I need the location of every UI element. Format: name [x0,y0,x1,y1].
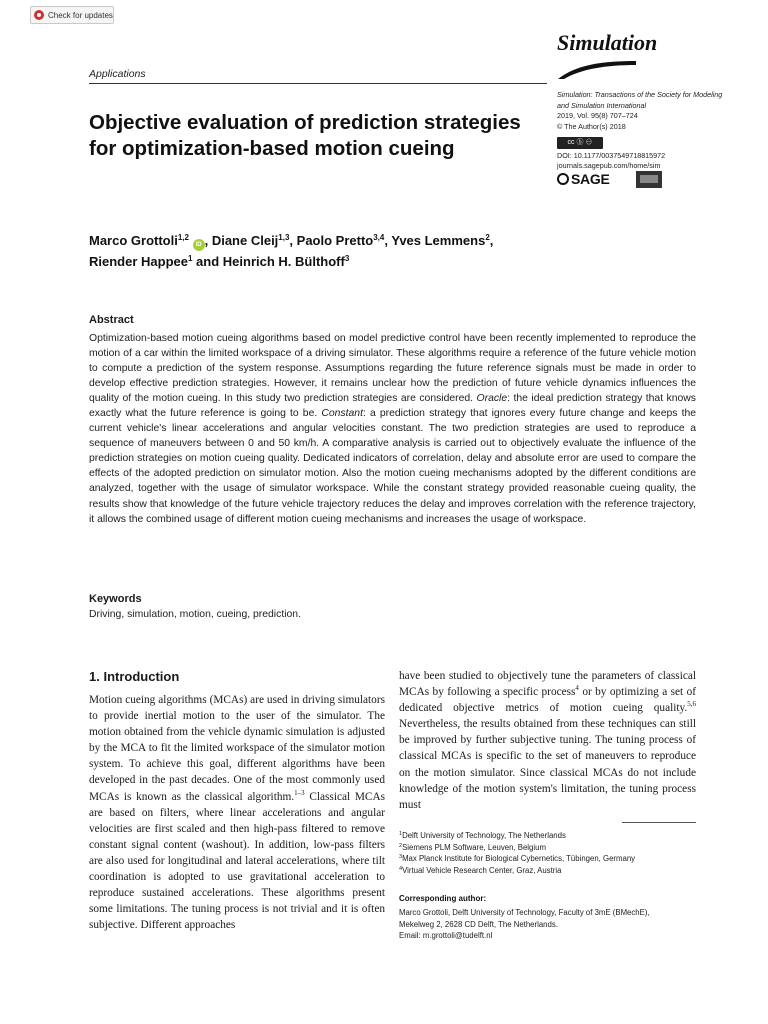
doi-block [557,151,737,171]
introduction-heading: 1. Introduction [89,669,180,684]
citation-link[interactable]: 4 [575,684,579,693]
journal-volume: 2019, Vol. 95(8) 707–724 [557,111,638,120]
article-title: Objective evaluation of prediction strategies for optimization-based motion cueing [89,111,521,160]
author-affiliation: 3 [344,254,350,263]
constant-term: Constant [321,408,363,420]
author-email-link[interactable]: Email: m.grottoli@tudelft.nl [399,931,493,941]
footnote-rule [622,822,696,823]
affiliation-item: $^3$Max Planck Institute for Biological Cybernetics, Tübingen, Germany [399,854,636,864]
section-label: Applications [89,68,146,80]
keywords-heading: Keywords [89,593,142,605]
affiliations [399,830,699,876]
check-for-updates-label: Check for updates [48,10,113,20]
journal-url[interactable]: journals.sagepub.com/home/sim [557,161,661,170]
author-affiliation: 2 [485,233,490,242]
journal-name: Simulation [557,30,658,55]
author-name[interactable]: Marco Grottoli [89,233,178,248]
author-affiliation: 1 [187,254,193,263]
introduction-right-column: have been studied to objectively tune the parameters of classical MCAs by following a specific process$^4$ or by optimizing a set of dedicated objective metrics of motion cueing quality.$^{5,6}$ Nevertheless, the results obtained from these techniques can still be improved by further subjective tuning. The tuning process of classical MCAs is specific to the set of maneuvers to reproduce on the motion simulator. Since classical MCAs do not include knowledge of the motion system's limitation, the tuning process must [399,670,696,811]
author-affiliation: 1,3 [278,233,290,242]
society-seal-icon [636,171,662,188]
update-icon [34,10,44,20]
corresponding-author-details: Marco Grottoli, Delft University of Technology, Faculty of 3mE (BMechE), Mekelweg 2, 2628 CD Delft, The Netherlands. Email: m.grottoli@tudelft.nl [399,907,699,942]
author-name[interactable]: Paolo Pretto [296,233,374,248]
copyright: © The Author(s) 2018 [557,121,626,131]
affiliation-item: $^1$Delft University of Technology, The Netherlands [399,831,566,840]
author-name[interactable]: Diane Cleij [211,233,279,248]
oracle-term: Oracle [476,393,508,405]
introduction-left-column: Motion cueing algorithms (MCAs) are used in driving simulators to provide inertial motion to the user of the simulator. The motion obtained from the vehicle dynamic simulation is adjusted by the MCA to fit the limited workspace of the simulator motion system. To achieve this goal, different algorithms have been developed in the past decades. One of the most commonly used MCAs is known as the classical algorithm.$^{1-3}$ Classical MCAs are based on filters, where linear accelerations and angular velocities are first scaled and then high-pass filtered to remove constant signal content (washout). In addition, low-pass filters are also used for longitudinal and lateral accelerations, where tilt coordination is adopted to use gravitational acceleration to reproduce sustained accelerations. These algorithms present some limitations. The tuning process is not trivial and it is often subjective. Different approaches [89,694,385,932]
author-affiliation: 1,2 [177,233,189,242]
orcid-icon[interactable]: iD [193,239,205,251]
author-affiliation: 3,4 [373,233,385,242]
sage-logo: SAGE [557,171,609,187]
affiliation-item: $^4$Virtual Vehicle Research Center, Graz, Austria [399,865,562,875]
corresponding-author-heading: Corresponding author: [399,894,487,903]
author-list: Marco Grottoli$^{1,2}$ iD , Diane Cleij$^{1,3}$, Paolo Pretto$^{3,4}$, Yves Lemmens$^2$, Riender Happee$^1$ and Heinrich H. Bülthoff$^3$ [89,233,494,269]
author-name[interactable]: Riender Happee [89,254,188,269]
author-name[interactable]: Yves Lemmens [391,233,486,248]
journal-full-name: Simulation: Transactions of the Society for Modeling and Simulation International [557,90,723,110]
affiliation-item: $^2$Siemens PLM Software, Leuven, Belgium [399,842,546,852]
abstract-text: Optimization-based motion cueing algorithms based on model predictive control have been recently implemented to reproduce the motion of a car within the limited workspace of a driving simulator. These algorithms require a reference of the future vehicle motion to compute a prediction of the system response. Assumptions regarding the future reference signals must be made in order to develop effective prediction strategies. However, it remains unclear how the prediction of future vehicle dynamics influences the quality of the motion cueing. In this study two prediction strategies are considered. Oracle: the ideal prediction strategy that knows exactly what the future reference is going to be. Constant: a prediction strategy that ignores every future change and keeps the current vehicle's linear accelerations and angular velocities constant. The two prediction strategies are used to reproduce a sequence of maneuvers between 0 and 50 km/h. A comparative analysis is carried out to objectively evaluate the influence of the prediction strategies on motion cueing quality. Dedicated indicators of correlation, delay and absolute error are used to compare the effects of the adopted prediction on simulator motion. Also the motion cueing mechanisms adopted by the different conditions are analyzed, together with the usage of simulator workspace. While the constant strategy provided reasonable cueing quality, the results show that knowledge of the future vehicle trajectory reduces the delay and improves correlation with the reference trajectory, it allows the combined usage of different motion cueing mechanisms and increases the usage of workspace. [89,333,697,525]
journal-swoosh-logo [556,57,638,81]
author-name[interactable]: Heinrich H. Bülthoff [222,254,345,269]
abstract-heading: Abstract [89,314,134,326]
check-for-updates-button[interactable] [30,6,114,24]
citation-link[interactable]: 5,6 [687,700,696,709]
section-rule [89,83,547,84]
journal-metadata [557,90,727,132]
cc-license-icon[interactable]: cc ⓑ ⊖ [557,137,603,149]
citation-link[interactable]: 1–3 [294,788,305,797]
sage-ring-icon [557,173,569,185]
keywords-text: Driving, simulation, motion, cueing, prediction. [89,609,301,620]
doi[interactable]: DOI: 10.1177/0037549718815972 [557,151,666,160]
